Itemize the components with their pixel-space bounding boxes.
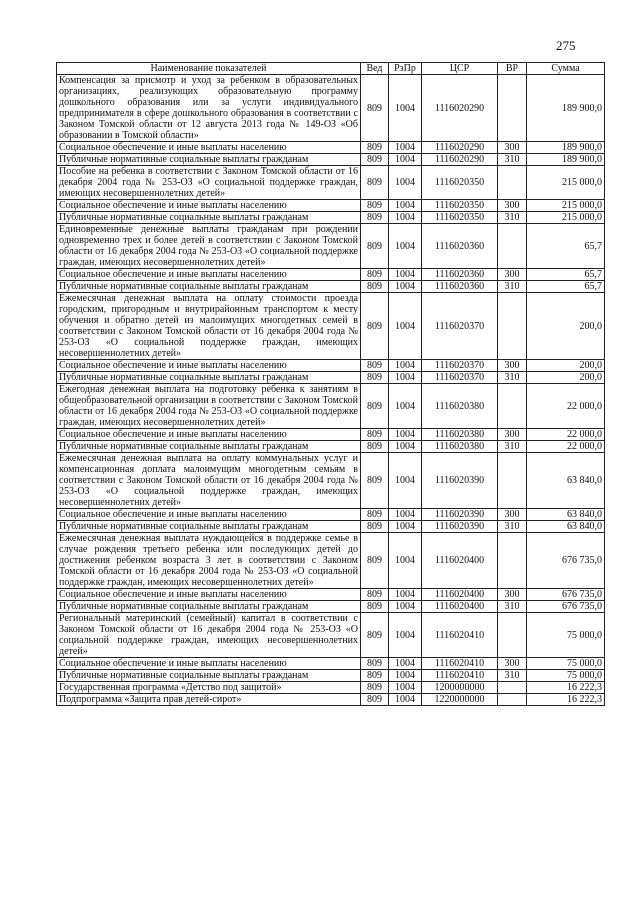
table-row: [57, 441, 605, 453]
row-vr: [498, 293, 527, 360]
row-vr: [498, 384, 527, 429]
row-name: Ежемесячная денежная выплата на оплату коммунальных услуг и компенсационная доплата малоимущим многодетным семьям в соответствии с Законом Томской области от 16 декабря 2004 года № 253-ОЗ «О социальной поддержке граждан, имеющих несовершеннолетних детей»: [57, 453, 361, 509]
row-sum: 189 900,0: [527, 142, 605, 154]
row-name: Компенсация за присмотр и уход за ребенком в образовательных организациях, реализующих образовательную программу дошкольного образования или за услуги индивидуального предпринимателя в сфере дошкольного образования в соответствии с Законом Томской области от 12 августа 2013 года № 149-ОЗ «Об образовании в Томской области»: [57, 75, 361, 142]
column-header-rzpr: РзПр: [389, 63, 422, 75]
row-csr: 1116020370: [422, 360, 498, 372]
row-name: Публичные нормативные социальные выплаты гражданам: [57, 670, 361, 682]
row-sum: 65,7: [527, 224, 605, 269]
row-csr: 1116020410: [422, 670, 498, 682]
row-rzpr: 1004: [389, 429, 422, 441]
row-csr: 1116020390: [422, 509, 498, 521]
row-name: Социальное обеспечение и иные выплаты населению: [57, 200, 361, 212]
table-row: [57, 694, 605, 706]
row-vr: [498, 694, 527, 706]
row-name: Ежемесячная денежная выплата нуждающейся в поддержке семье в случае рождения третьего ребенка или последующих детей до достижения ребенком возраста 3 лет в соответствии с Законом Томской области от 16 декабря 2004 года № 253-ОЗ «О социальной поддержке граждан, имеющих несовершеннолетних детей»: [57, 533, 361, 589]
table-row: [57, 75, 605, 142]
row-csr: 1116020350: [422, 212, 498, 224]
row-ved: 809: [361, 75, 389, 142]
row-ved: 809: [361, 293, 389, 360]
row-rzpr: 1004: [389, 694, 422, 706]
column-header-sum: Сумма: [527, 63, 605, 75]
row-sum: 63 840,0: [527, 521, 605, 533]
row-sum: 200,0: [527, 372, 605, 384]
row-name: Публичные нормативные социальные выплаты гражданам: [57, 212, 361, 224]
row-sum: 215 000,0: [527, 166, 605, 200]
row-rzpr: 1004: [389, 384, 422, 429]
page-number: 275: [556, 38, 576, 53]
row-ved: 809: [361, 521, 389, 533]
row-vr: 300: [498, 269, 527, 281]
row-csr: 1116020360: [422, 281, 498, 293]
row-vr: [498, 75, 527, 142]
row-csr: 1116020400: [422, 533, 498, 589]
row-vr: 310: [498, 441, 527, 453]
row-ved: 809: [361, 589, 389, 601]
row-name: Государственная программа «Детство под защитой»: [57, 682, 361, 694]
row-vr: 310: [498, 670, 527, 682]
column-header-ved: Вед: [361, 63, 389, 75]
row-sum: 63 840,0: [527, 453, 605, 509]
row-ved: 809: [361, 142, 389, 154]
table-body: [57, 75, 605, 706]
row-rzpr: 1004: [389, 154, 422, 166]
row-rzpr: 1004: [389, 670, 422, 682]
row-ved: 809: [361, 200, 389, 212]
row-csr: 1116020380: [422, 429, 498, 441]
row-csr: 1220000000: [422, 694, 498, 706]
row-csr: 1116020370: [422, 293, 498, 360]
table-row: [57, 142, 605, 154]
row-rzpr: 1004: [389, 372, 422, 384]
row-ved: 809: [361, 453, 389, 509]
table-row: [57, 521, 605, 533]
row-vr: 300: [498, 509, 527, 521]
row-rzpr: 1004: [389, 453, 422, 509]
row-csr: 1116020390: [422, 521, 498, 533]
row-name: Социальное обеспечение и иные выплаты населению: [57, 658, 361, 670]
row-csr: 1116020290: [422, 154, 498, 166]
row-name: Публичные нормативные социальные выплаты гражданам: [57, 601, 361, 613]
row-ved: 809: [361, 694, 389, 706]
row-rzpr: 1004: [389, 293, 422, 360]
table-row: [57, 509, 605, 521]
row-sum: 676 735,0: [527, 533, 605, 589]
row-name: Социальное обеспечение и иные выплаты населению: [57, 589, 361, 601]
row-ved: 809: [361, 212, 389, 224]
row-sum: 189 900,0: [527, 75, 605, 142]
row-name: Социальное обеспечение и иные выплаты населению: [57, 429, 361, 441]
row-csr: 1200000000: [422, 682, 498, 694]
row-csr: 1116020290: [422, 142, 498, 154]
row-ved: 809: [361, 372, 389, 384]
row-rzpr: 1004: [389, 601, 422, 613]
row-name: Публичные нормативные социальные выплаты гражданам: [57, 372, 361, 384]
row-name: Социальное обеспечение и иные выплаты населению: [57, 269, 361, 281]
table-row: [57, 293, 605, 360]
row-sum: 200,0: [527, 360, 605, 372]
row-vr: 310: [498, 521, 527, 533]
row-rzpr: 1004: [389, 509, 422, 521]
row-ved: 809: [361, 441, 389, 453]
row-csr: 1116020410: [422, 613, 498, 658]
column-header-vr: ВР: [498, 63, 527, 75]
row-sum: 65,7: [527, 269, 605, 281]
row-sum: 75 000,0: [527, 613, 605, 658]
row-rzpr: 1004: [389, 360, 422, 372]
row-name: Социальное обеспечение и иные выплаты населению: [57, 360, 361, 372]
row-name: Единовременные денежные выплаты гражданам при рождении одновременно трех и более детей в соответствии с Законом Томской области от 16 декабря 2004 года № 253-ОЗ «О социальной поддержке граждан, имеющих несовершеннолетних детей»: [57, 224, 361, 269]
row-name: Ежемесячная денежная выплата на оплату стоимости проезда городским, пригородным и внутрирайонным транспортом к месту обучения и обратно детей из малоимущих многодетных семей в соответствии с Законом Томской области от 16 декабря 2004 года № 253-ОЗ «О социальной поддержке граждан, имеющих несовершеннолетних детей»: [57, 293, 361, 360]
row-sum: 200,0: [527, 293, 605, 360]
row-csr: 1116020390: [422, 453, 498, 509]
column-header-name: Наименование показателей: [57, 63, 361, 75]
row-rzpr: 1004: [389, 589, 422, 601]
row-csr: 1116020400: [422, 601, 498, 613]
row-csr: 1116020370: [422, 372, 498, 384]
row-name: Социальное обеспечение и иные выплаты населению: [57, 142, 361, 154]
column-header-csr: ЦСР: [422, 63, 498, 75]
row-vr: 300: [498, 658, 527, 670]
table-row: [57, 200, 605, 212]
table-row: [57, 281, 605, 293]
row-sum: 75 000,0: [527, 658, 605, 670]
row-csr: 1116020400: [422, 589, 498, 601]
row-sum: 65,7: [527, 281, 605, 293]
table-row: [57, 212, 605, 224]
row-sum: 676 735,0: [527, 601, 605, 613]
row-vr: 300: [498, 142, 527, 154]
table-row: [57, 166, 605, 200]
row-ved: 809: [361, 682, 389, 694]
row-rzpr: 1004: [389, 682, 422, 694]
row-vr: [498, 533, 527, 589]
row-name: Публичные нормативные социальные выплаты гражданам: [57, 441, 361, 453]
row-name: Социальное обеспечение и иные выплаты населению: [57, 509, 361, 521]
row-csr: 1116020410: [422, 658, 498, 670]
row-sum: 22 000,0: [527, 429, 605, 441]
table-row: [57, 533, 605, 589]
row-rzpr: 1004: [389, 75, 422, 142]
row-ved: 809: [361, 281, 389, 293]
row-sum: 63 840,0: [527, 509, 605, 521]
row-rzpr: 1004: [389, 142, 422, 154]
table-row: [57, 372, 605, 384]
table-row: [57, 601, 605, 613]
table-row: [57, 453, 605, 509]
row-name: Пособие на ребенка в соответствии с Законом Томской области от 16 декабря 2004 года № 253-ОЗ «О социальной поддержке граждан, имеющих несовершеннолетних детей»: [57, 166, 361, 200]
row-vr: 310: [498, 372, 527, 384]
row-name: Публичные нормативные социальные выплаты гражданам: [57, 154, 361, 166]
table-header-row: [57, 63, 605, 75]
row-ved: 809: [361, 429, 389, 441]
table-row: [57, 658, 605, 670]
row-vr: [498, 682, 527, 694]
row-rzpr: 1004: [389, 200, 422, 212]
row-sum: 22 000,0: [527, 441, 605, 453]
row-vr: [498, 613, 527, 658]
row-rzpr: 1004: [389, 521, 422, 533]
table-row: [57, 269, 605, 281]
table-row: [57, 384, 605, 429]
row-sum: 215 000,0: [527, 212, 605, 224]
table-row: [57, 360, 605, 372]
budget-table: [56, 62, 605, 706]
row-vr: 310: [498, 212, 527, 224]
row-name: Публичные нормативные социальные выплаты гражданам: [57, 521, 361, 533]
row-sum: 215 000,0: [527, 200, 605, 212]
row-sum: 189 900,0: [527, 154, 605, 166]
table-row: [57, 429, 605, 441]
row-vr: 300: [498, 200, 527, 212]
table-row: [57, 682, 605, 694]
row-vr: [498, 166, 527, 200]
row-rzpr: 1004: [389, 658, 422, 670]
row-sum: 75 000,0: [527, 670, 605, 682]
row-csr: 1116020350: [422, 200, 498, 212]
row-vr: 300: [498, 429, 527, 441]
row-ved: 809: [361, 509, 389, 521]
row-name: Ежегодная денежная выплата на подготовку ребенка к занятиям в общеобразовательной организации в соответствии с Законом Томской области от 16 декабря 2004 года № 253-ОЗ «О социальной поддержке граждан, имеющих несовершеннолетних детей»: [57, 384, 361, 429]
row-ved: 809: [361, 670, 389, 682]
row-vr: 310: [498, 154, 527, 166]
row-sum: 22 000,0: [527, 384, 605, 429]
row-rzpr: 1004: [389, 441, 422, 453]
row-rzpr: 1004: [389, 533, 422, 589]
row-sum: 676 735,0: [527, 589, 605, 601]
row-rzpr: 1004: [389, 166, 422, 200]
row-vr: 300: [498, 589, 527, 601]
table-row: [57, 154, 605, 166]
row-sum: 16 222,3: [527, 694, 605, 706]
row-name: Публичные нормативные социальные выплаты гражданам: [57, 281, 361, 293]
row-rzpr: 1004: [389, 281, 422, 293]
row-ved: 809: [361, 166, 389, 200]
table-row: [57, 670, 605, 682]
row-csr: 1116020360: [422, 269, 498, 281]
row-vr: [498, 453, 527, 509]
row-ved: 809: [361, 269, 389, 281]
row-ved: 809: [361, 154, 389, 166]
row-csr: 1116020360: [422, 224, 498, 269]
row-csr: 1116020350: [422, 166, 498, 200]
table-row: [57, 224, 605, 269]
row-ved: 809: [361, 360, 389, 372]
row-ved: 809: [361, 384, 389, 429]
row-vr: [498, 224, 527, 269]
row-sum: 16 222,3: [527, 682, 605, 694]
row-rzpr: 1004: [389, 224, 422, 269]
row-ved: 809: [361, 613, 389, 658]
table-row: [57, 589, 605, 601]
row-rzpr: 1004: [389, 212, 422, 224]
row-name: Региональный материнский (семейный) капитал в соответствии с Законом Томской области от 16 декабря 2004 года № 253-ОЗ «О социальной поддержке граждан, имеющих несовершеннолетних детей»: [57, 613, 361, 658]
row-vr: 310: [498, 281, 527, 293]
table-row: [57, 613, 605, 658]
row-ved: 809: [361, 658, 389, 670]
row-ved: 809: [361, 533, 389, 589]
row-csr: 1116020380: [422, 384, 498, 429]
row-csr: 1116020380: [422, 441, 498, 453]
row-csr: 1116020290: [422, 75, 498, 142]
row-ved: 809: [361, 224, 389, 269]
row-rzpr: 1004: [389, 613, 422, 658]
row-name: Подпрограмма «Защита прав детей-сирот»: [57, 694, 361, 706]
row-vr: 310: [498, 601, 527, 613]
row-ved: 809: [361, 601, 389, 613]
row-vr: 300: [498, 360, 527, 372]
row-rzpr: 1004: [389, 269, 422, 281]
